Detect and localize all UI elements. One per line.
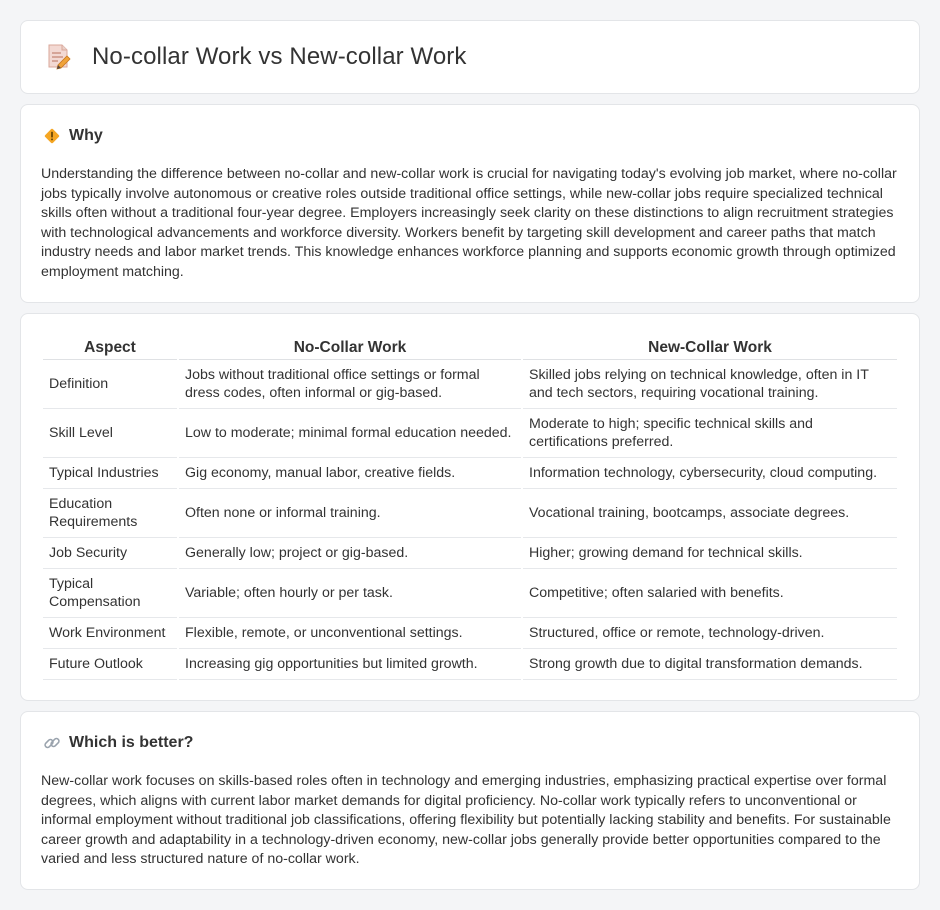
table-header-row <box>43 334 897 360</box>
row-aspect: Future Outlook <box>43 649 177 680</box>
row-no-collar: Generally low; project or gig-based. <box>179 538 521 569</box>
table-row <box>43 360 897 409</box>
link-icon <box>43 734 61 752</box>
row-new-collar: Higher; growing demand for technical skills. <box>523 538 897 569</box>
row-no-collar: Variable; often hourly or per task. <box>179 569 521 618</box>
row-new-collar: Structured, office or remote, technology-driven. <box>523 618 897 649</box>
table-row <box>43 649 897 680</box>
row-aspect: Typical Industries <box>43 458 177 489</box>
column-header-new-collar: New-Collar Work <box>523 334 897 360</box>
column-header-no-collar: No-Collar Work <box>179 334 521 360</box>
table-row <box>43 409 897 458</box>
comparison-table <box>41 334 899 680</box>
better-heading: Which is better? <box>69 734 194 751</box>
row-no-collar: Often none or informal training. <box>179 489 521 538</box>
row-no-collar: Jobs without traditional office settings or formal dress codes, often informal or gig-based. <box>179 360 521 409</box>
row-new-collar: Vocational training, bootcamps, associate degrees. <box>523 489 897 538</box>
row-aspect: Definition <box>43 360 177 409</box>
row-aspect: Education Requirements <box>43 489 177 538</box>
row-no-collar: Gig economy, manual labor, creative fields. <box>179 458 521 489</box>
better-heading-row <box>43 734 193 752</box>
row-aspect: Skill Level <box>43 409 177 458</box>
title-row <box>46 43 466 71</box>
row-new-collar: Skilled jobs relying on technical knowledge, often in IT and tech sectors, requiring vocational training. <box>523 360 897 409</box>
document-pencil-icon <box>46 43 72 71</box>
row-new-collar: Strong growth due to digital transformation demands. <box>523 649 897 680</box>
table-row <box>43 458 897 489</box>
warning-diamond-icon <box>43 127 61 145</box>
row-new-collar: Information technology, cybersecurity, cloud computing. <box>523 458 897 489</box>
row-no-collar: Low to moderate; minimal formal education needed. <box>179 409 521 458</box>
row-new-collar: Moderate to high; specific technical skills and certifications preferred. <box>523 409 897 458</box>
row-aspect: Work Environment <box>43 618 177 649</box>
row-no-collar: Increasing gig opportunities but limited growth. <box>179 649 521 680</box>
row-new-collar: Competitive; often salaried with benefits. <box>523 569 897 618</box>
why-heading-row <box>43 127 103 145</box>
column-header-aspect: Aspect <box>43 334 177 360</box>
better-text: New-collar work focuses on skills-based roles often in technology and emerging industries, emphasizing practical expertise over formal degrees, which aligns with current labor market demands for digital proficiency. No-collar work typically refers to unconventional or informal employment without traditional job classifications, offering flexibility but potentially lacking stability and benefits. For sustainable career growth and adaptability in a technology-driven economy, new-collar jobs generally provide better opportunities compared to the varied and less structured nature of no-collar work. <box>41 773 891 868</box>
table-row <box>43 618 897 649</box>
row-aspect: Typical Compensation <box>43 569 177 618</box>
row-no-collar: Flexible, remote, or unconventional settings. <box>179 618 521 649</box>
comparison-card <box>20 313 920 701</box>
table-row <box>43 569 897 618</box>
row-aspect: Job Security <box>43 538 177 569</box>
title-card <box>20 20 920 94</box>
why-card <box>20 104 920 303</box>
why-text: Understanding the difference between no-collar and new-collar work is crucial for navigating today's evolving job market, where no-collar jobs typically involve autonomous or creative roles outside traditional office settings, while new-collar jobs require specialized technical skills often without a traditional four-year degree. Employers increasingly seek clarity on these distinctions to align recruitment strategies with technological advancements and workforce diversity. Workers benefit by targeting skill development and career paths that match industry needs and labor market trends. This knowledge enhances workforce planning and supports economic growth through optimized employment matching. <box>41 166 897 280</box>
table-row <box>43 489 897 538</box>
table-row <box>43 538 897 569</box>
better-card <box>20 711 920 890</box>
page-title: No-collar Work vs New-collar Work <box>92 43 467 70</box>
why-heading: Why <box>69 127 103 144</box>
